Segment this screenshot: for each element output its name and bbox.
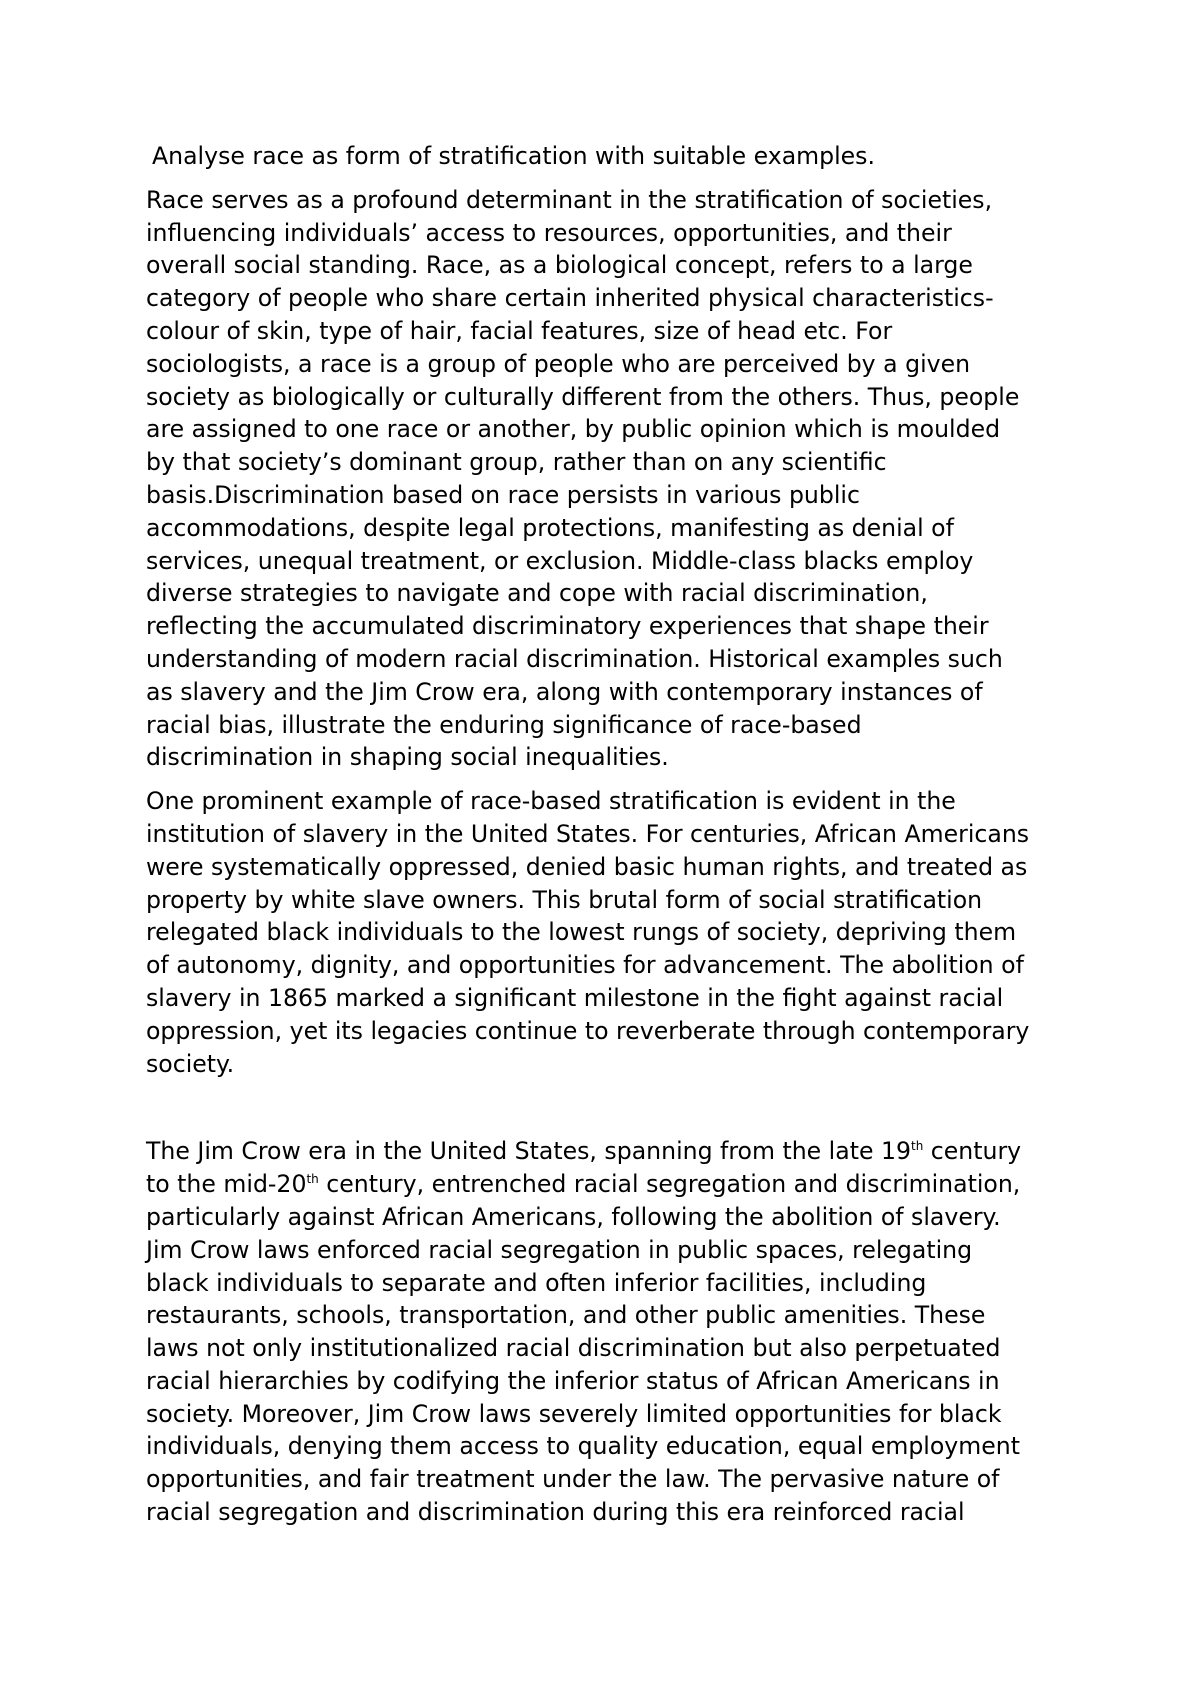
text-segment: to the mid-20 bbox=[146, 1170, 307, 1199]
text-line: discrimination in shaping social inequalities. bbox=[146, 743, 669, 772]
text-line: understanding of modern racial discrimination. Historical examples such bbox=[146, 644, 1003, 673]
text-line: influencing individuals’ access to resources, opportunities, and their bbox=[146, 218, 952, 247]
text-line: Jim Crow laws enforced racial segregation in public spaces, relegating bbox=[146, 1235, 973, 1264]
text-line: racial hierarchies by codifying the inferior status of African Americans in bbox=[146, 1366, 1000, 1395]
document-title: Analyse race as form of stratification with suitable examples. bbox=[152, 142, 875, 170]
text-line bbox=[146, 1135, 1076, 1168]
text-segment: century bbox=[923, 1137, 1022, 1166]
text-line: slavery in 1865 marked a significant milestone in the fight against racial bbox=[146, 983, 1004, 1012]
text-line: black individuals to separate and often inferior facilities, including bbox=[146, 1268, 927, 1297]
text-segment: century, entrenched racial segregation and discrimination, bbox=[318, 1170, 1021, 1199]
text-line: restaurants, schools, transportation, and other public amenities. These bbox=[146, 1301, 986, 1330]
text-line: diverse strategies to navigate and cope with racial discrimination, bbox=[146, 579, 928, 608]
text-line: of autonomy, dignity, and opportunities for advancement. The abolition of bbox=[146, 951, 1024, 980]
paragraph-race-determinant bbox=[146, 184, 1076, 774]
text-line: racial segregation and discrimination during this era reinforced racial bbox=[146, 1498, 965, 1527]
text-line: basis.Discrimination based on race persists in various public bbox=[146, 480, 860, 509]
paragraph-jim-crow-era bbox=[146, 1135, 1076, 1529]
paragraph-slavery-example bbox=[146, 785, 1076, 1080]
text-line: colour of skin, type of hair, facial features, size of head etc. For bbox=[146, 316, 893, 345]
text-line: society. bbox=[146, 1049, 235, 1078]
text-line: oppression, yet its legacies continue to reverberate through contemporary bbox=[146, 1016, 1030, 1045]
paragraph-gap bbox=[146, 1091, 1076, 1135]
text-line: relegated black individuals to the lowest rungs of society, depriving them bbox=[146, 918, 1017, 947]
text-line: laws not only institutionalized racial discrimination but also perpetuated bbox=[146, 1334, 1001, 1363]
text-segment: The Jim Crow era in the United States, spanning from the late 19 bbox=[146, 1137, 911, 1166]
text-line: category of people who share certain inherited physical characteristics- bbox=[146, 284, 994, 313]
text-line bbox=[146, 1168, 1076, 1201]
text-line: Race serves as a profound determinant in the stratification of societies, bbox=[146, 185, 993, 214]
text-line: property by white slave owners. This brutal form of social stratification bbox=[146, 885, 983, 914]
text-line: opportunities, and fair treatment under the law. The pervasive nature of bbox=[146, 1465, 1000, 1494]
text-line: particularly against African Americans, following the abolition of slavery. bbox=[146, 1202, 1001, 1231]
superscript: th bbox=[306, 1172, 319, 1187]
text-line: are assigned to one race or another, by public opinion which is moulded bbox=[146, 415, 1001, 444]
text-line: individuals, denying them access to quality education, equal employment bbox=[146, 1432, 1020, 1461]
text-line: as slavery and the Jim Crow era, along with contemporary instances of bbox=[146, 677, 983, 706]
text-line: racial bias, illustrate the enduring significance of race-based bbox=[146, 710, 862, 739]
text-line: sociologists, a race is a group of people who are perceived by a given bbox=[146, 349, 971, 378]
text-line: reflecting the accumulated discriminatory experiences that shape their bbox=[146, 612, 989, 641]
text-line: were systematically oppressed, denied basic human rights, and treated as bbox=[146, 852, 1028, 881]
text-line: by that society’s dominant group, rather than on any scientific bbox=[146, 448, 887, 477]
text-line: services, unequal treatment, or exclusion. Middle-class blacks employ bbox=[146, 546, 974, 575]
superscript: th bbox=[910, 1139, 924, 1154]
text-line: overall social standing. Race, as a biological concept, refers to a large bbox=[146, 251, 973, 280]
text-line: accommodations, despite legal protections, manifesting as denial of bbox=[146, 513, 954, 542]
text-line: society. Moreover, Jim Crow laws severely limited opportunities for black bbox=[146, 1399, 1002, 1428]
text-line: One prominent example of race-based stratification is evident in the bbox=[146, 787, 956, 816]
text-line: society as biologically or culturally different from the others. Thus, people bbox=[146, 382, 1020, 411]
text-line: institution of slavery in the United States. For centuries, African Americans bbox=[146, 819, 1030, 848]
document-page bbox=[146, 140, 1076, 1540]
